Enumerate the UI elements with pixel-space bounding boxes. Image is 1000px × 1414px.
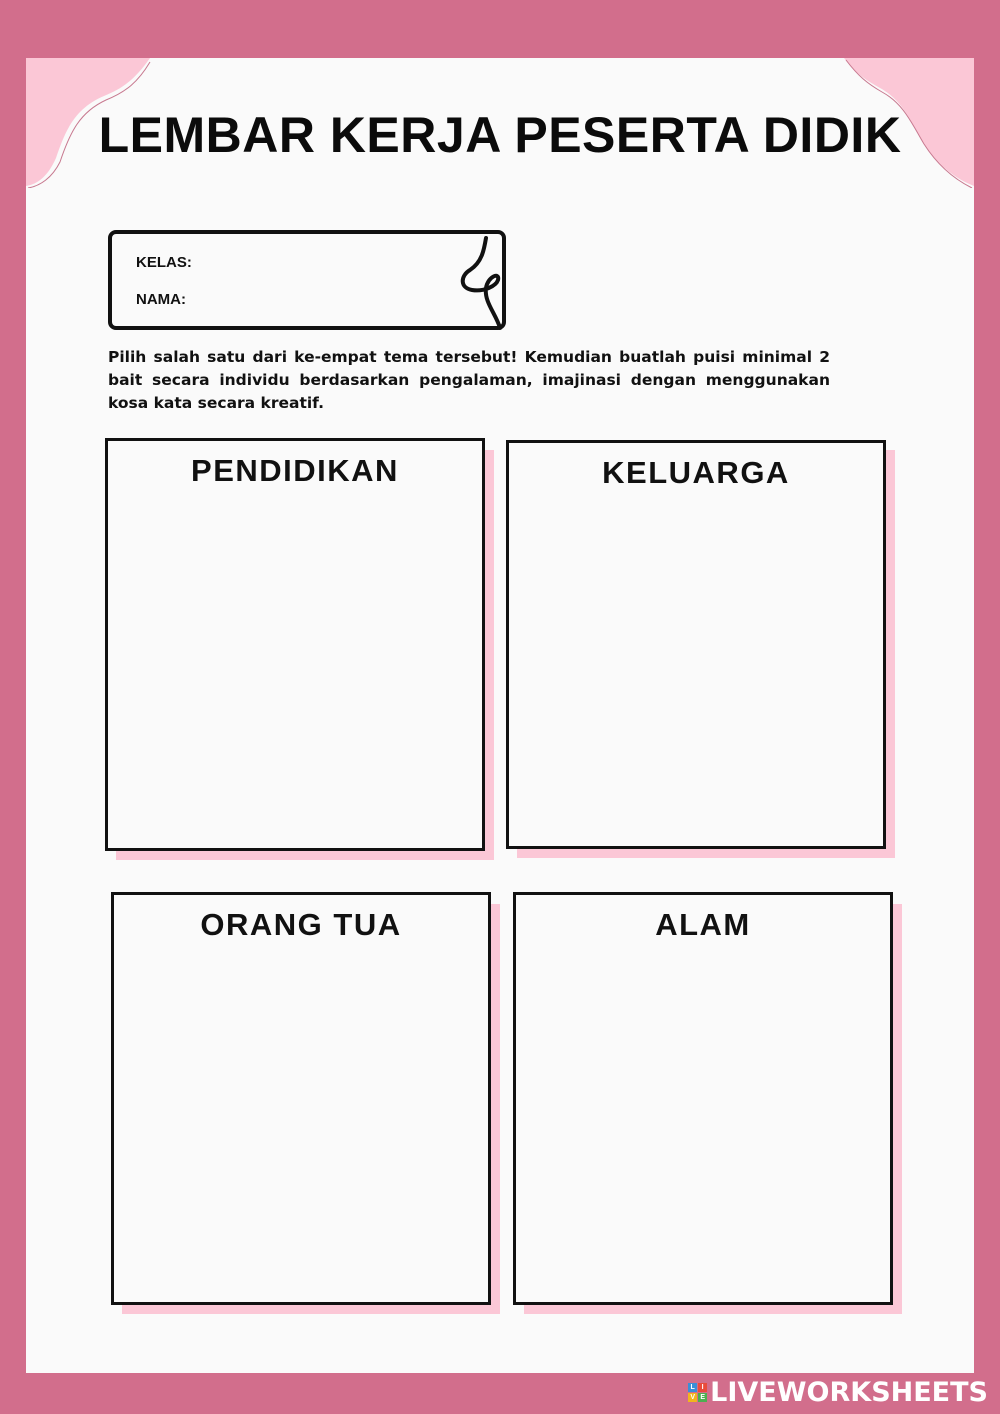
logo-letter-l: L: [688, 1383, 697, 1392]
squiggle-decoration: [456, 236, 510, 332]
theme-label-keluarga: KELUARGA: [602, 455, 790, 490]
logo-letter-e: E: [698, 1393, 707, 1402]
liveworksheets-brand[interactable]: [688, 1377, 988, 1408]
brand-wordmark: LIVEWORKSHEETS: [710, 1377, 988, 1408]
logo-letter-i: I: [698, 1383, 707, 1392]
theme-label-pendidikan: PENDIDIKAN: [191, 453, 399, 488]
liveworksheets-logo-icon: [688, 1383, 707, 1402]
instruction-text: Pilih salah satu dari ke-empat tema tersebut! Kemudian buatlah puisi minimal 2 bait secara individu berdasarkan pengalaman, imajinasi dengan menggunakan kosa kata secara kreatif.: [108, 348, 830, 412]
worksheet-page: [26, 58, 974, 1373]
nama-label: NAMA:: [136, 291, 186, 308]
theme-card-orang-tua[interactable]: [111, 892, 491, 1305]
page-title: LEMBAR KERJA PESERTA DIDIK: [98, 107, 902, 163]
theme-label-orang-tua: ORANG TUA: [200, 907, 402, 942]
theme-card-keluarga[interactable]: [506, 440, 886, 849]
kelas-label: KELAS:: [136, 254, 192, 271]
theme-card-pendidikan[interactable]: [105, 438, 485, 851]
theme-card-alam[interactable]: [513, 892, 893, 1305]
logo-letter-v: V: [688, 1393, 697, 1402]
theme-label-alam: ALAM: [655, 907, 751, 942]
identity-box: [108, 230, 506, 330]
